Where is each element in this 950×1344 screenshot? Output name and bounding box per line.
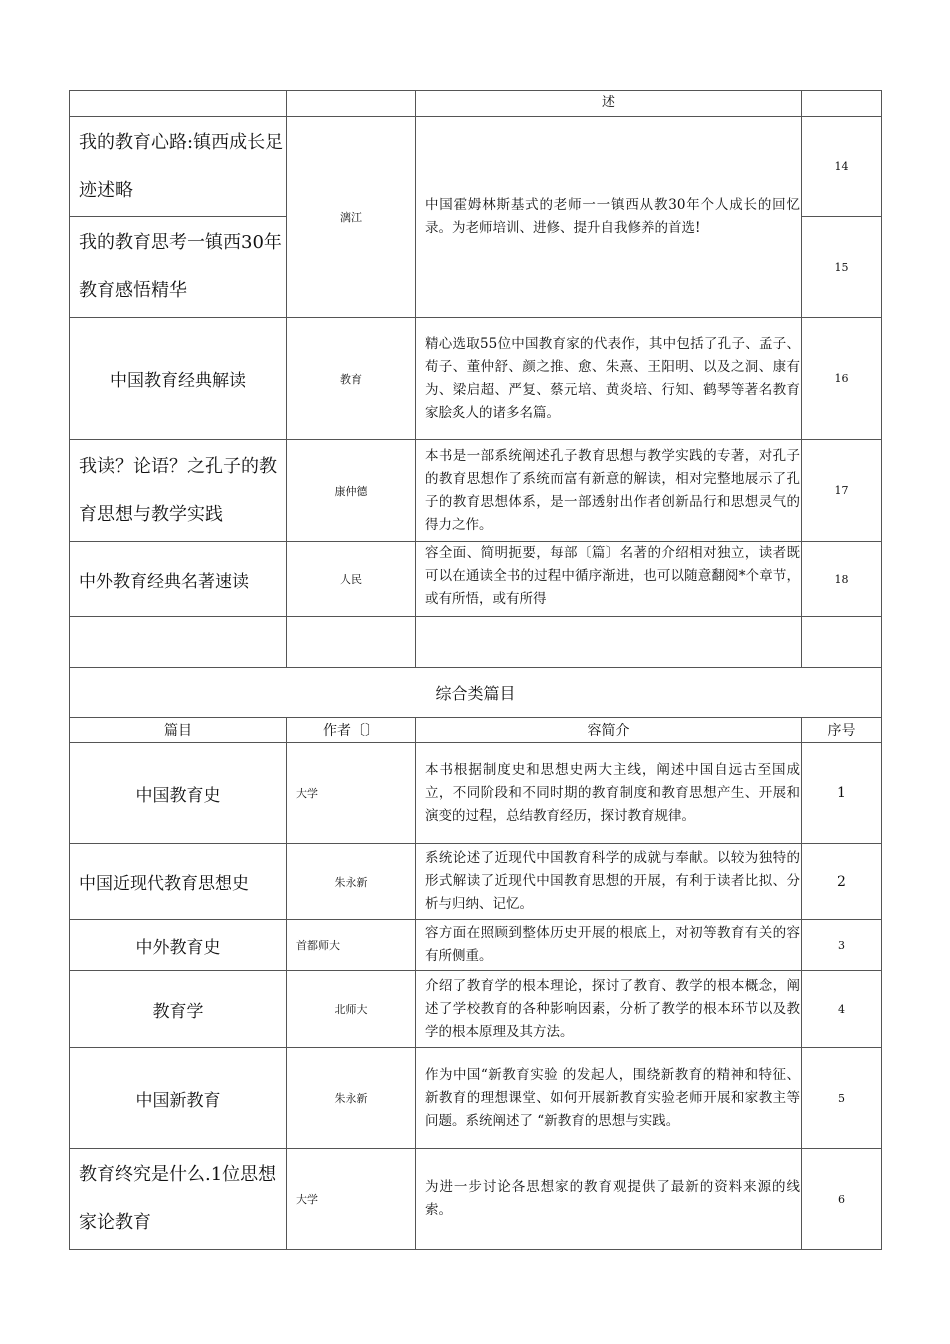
- author-cell: 大学: [287, 743, 416, 844]
- header-description: 容简介: [416, 718, 802, 743]
- table-row: [70, 117, 882, 217]
- number-cell: 4: [802, 971, 882, 1048]
- book-title-cell: 中国教育史: [70, 743, 287, 844]
- table-row: [70, 440, 882, 542]
- number-cell: 18: [802, 542, 882, 617]
- number-cell: 16: [802, 318, 882, 440]
- author-cell: 朱永新: [287, 1048, 416, 1149]
- book-title-cell: 中国新教育: [70, 1048, 287, 1149]
- description-cell: 本书根据制度史和思想史两大主线，阐述中国自远古至国成立，不同阶段和不同时期的教育制度和教育思想产生、开展和演变的过程，总结教育经历，探讨教育规律。: [416, 743, 802, 844]
- book-title-cell: 我的教育思考一镇西30年教育感悟精华: [70, 217, 287, 318]
- description-cell: 中国霍姆林斯基式的老师一一镇西从教30年个人成长的回忆录。为老师培训、进修、提升自我修养的首选!: [416, 117, 802, 318]
- number-cell: 3: [802, 920, 882, 971]
- number-cell: [802, 91, 882, 117]
- description-cell: 作为中国“新教育实验 的发起人，围绕新教育的精神和特征、新教育的理想课堂、如何开展新教育实验老师开展和家教主等问题。系统阐述了 “新教育的思想与实践。: [416, 1048, 802, 1149]
- table-row: [70, 743, 882, 844]
- description-cell: 介绍了教育学的根本理论，探讨了教育、教学的根本概念，阐述了学校教育的各种影响因素，分析了教学的根本环节以及教学的根本原理及其方法。: [416, 971, 802, 1048]
- book-title-cell: 中国近现代教育思想史: [70, 844, 287, 920]
- book-title-cell: 我读？论语？之孔子的教育思想与教学实践: [70, 440, 287, 542]
- header-title: 篇目: [70, 718, 287, 743]
- book-title-cell: 中外教育经典名著速读: [70, 542, 287, 617]
- table-row: [70, 1048, 882, 1149]
- number-cell: 5: [802, 1048, 882, 1149]
- description-cell: 为进一步讨论各思想家的教育观提供了最新的资料来源的线索。: [416, 1149, 802, 1250]
- table-row: [70, 920, 882, 971]
- table-row: [70, 844, 882, 920]
- book-title-cell: 教育学: [70, 971, 287, 1048]
- author-cell: [287, 91, 416, 117]
- book-title-cell: 教育终究是什么.1位思想家论教育: [70, 1149, 287, 1250]
- number-cell: 15: [802, 217, 882, 318]
- author-cell: 朱永新: [287, 844, 416, 920]
- number-cell: 1: [802, 743, 882, 844]
- number-cell: 2: [802, 844, 882, 920]
- book-title-cell: 我的教育心路:镇西成长足迹述略: [70, 117, 287, 217]
- author-cell: 大学: [287, 1149, 416, 1250]
- empty-row: [70, 617, 882, 668]
- table-row: [70, 542, 882, 617]
- author-cell: 首都师大: [287, 920, 416, 971]
- author-cell: 人民: [287, 542, 416, 617]
- table-row: [70, 91, 882, 117]
- empty-cell: [287, 617, 416, 668]
- empty-cell: [416, 617, 802, 668]
- description-cell: 述: [416, 91, 802, 117]
- number-cell: 6: [802, 1149, 882, 1250]
- table-row: [70, 1149, 882, 1250]
- book-list-table: [69, 90, 882, 1250]
- number-cell: 17: [802, 440, 882, 542]
- description-cell: 系统论述了近现代中国教育科学的成就与奉献。以较为独特的形式解读了近现代中国教育思想的开展，有利于读者比拟、分析与归纳、记忆。: [416, 844, 802, 920]
- number-cell: 14: [802, 117, 882, 217]
- section-row: [70, 668, 882, 718]
- author-cell: 北师大: [287, 971, 416, 1048]
- empty-cell: [802, 617, 882, 668]
- author-cell: 漓江: [287, 117, 416, 318]
- table-row: [70, 971, 882, 1048]
- description-cell: 精心选取55位中国教育家的代表作，其中包括了孔子、孟子、荀子、董仲舒、颜之推、愈、朱熹、王阳明、以及之洞、康有为、梁启超、严复、蔡元培、黄炎培、行知、鹤琴等著名教育家脍炙人的诸多名篇。: [416, 318, 802, 440]
- author-cell: 康仲德: [287, 440, 416, 542]
- title-cell: [70, 91, 287, 117]
- book-title-cell: 中国教育经典解读: [70, 318, 287, 440]
- header-author: 作者〔〕: [287, 718, 416, 743]
- book-title-cell: 中外教育史: [70, 920, 287, 971]
- author-cell: 教育: [287, 318, 416, 440]
- description-cell: 容全面、简明扼要，每部〔篇〕名著的介绍相对独立，读者既可以在通读全书的过程中循序渐进，也可以随意翻阅*个章节，或有所悟，或有所得: [416, 542, 802, 617]
- description-cell: 本书是一部系统阐述孔子教育思想与教学实践的专著，对孔子的教育思想作了系统而富有新意的解读，相对完整地展示了孔子的教育思想体系，是一部透射出作者创新品行和思想灵气的得力之作。: [416, 440, 802, 542]
- empty-cell: [70, 617, 287, 668]
- description-cell: 容方面在照顾到整体历史开展的根底上，对初等教育有关的容有所侧重。: [416, 920, 802, 971]
- table-row: [70, 318, 882, 440]
- header-row: [70, 718, 882, 743]
- section-title: 综合类篇目: [70, 668, 882, 718]
- header-number: 序号: [802, 718, 882, 743]
